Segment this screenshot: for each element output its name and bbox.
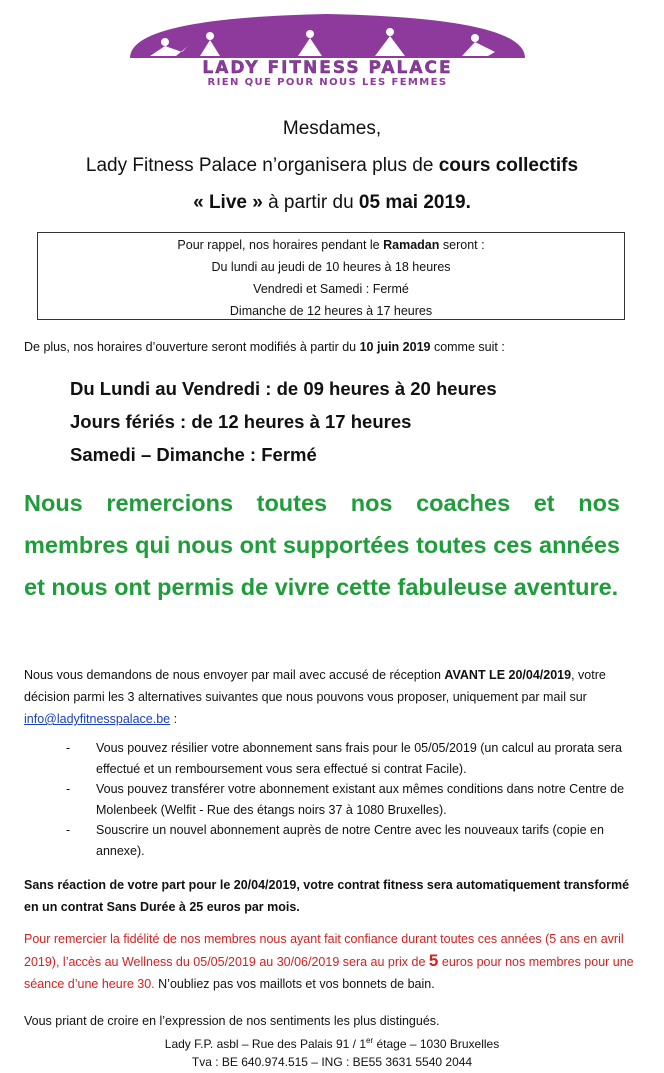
alternatives-list: [66, 738, 626, 861]
intro-line-3: « Live » à partir du 05 mai 2019.: [193, 192, 471, 213]
email-link[interactable]: info@ladyfitnesspalace.be: [24, 712, 171, 726]
wellness-offer: Pour remercier la fidélité de nos membres nous ayant fait confiance durant toutes ces années (5 ans en avril 2019), l’accès au Wellness du 05/05/2019 au 30/06/2019 sera au prix de 5 euros pour nos membres pour une séance d’une heure 30. N’oubliez pas vos maillots et vos bonnets de bain.: [24, 932, 634, 991]
ramadan-hours-box: [37, 232, 625, 320]
intro-block: [0, 110, 664, 221]
rappel-line-4: Dimanche de 12 heures à 17 heures: [229, 304, 433, 318]
footer-address: Lady F.P. asbl – Rue des Palais 91 / 1er étage – 1030 Bruxelles: [164, 1036, 500, 1051]
bullet-dash: -: [66, 782, 71, 796]
brand-name: LADY FITNESS PALACE: [202, 58, 453, 78]
brand-logo: [70, 8, 585, 88]
footer-tax-bank: Tva : BE 640.974.515 – ING : BE55 3631 5540 2044: [191, 1055, 473, 1069]
intro-line-2: Lady Fitness Palace n’organisera plus de cours collectifs: [85, 155, 579, 176]
list-item: - Vous pouvez transférer votre abonnement existant aux mêmes conditions dans notre Centre de Molenbeek (Welfit - Rue des étangs noirs 37 à 1080 Bruxelles).: [66, 779, 626, 820]
thanks-message: Nous remercions toutes nos coaches et nos membres qui nous ont supportées toutes ces années et nous ont permis de vivre cette fabuleuse aventure.: [24, 490, 620, 600]
hours-holidays: Jours fériés : de 12 heures à 17 heures: [70, 411, 412, 432]
footer: [0, 1035, 664, 1071]
no-reaction-text: Sans réaction de votre part pour le 20/04/2019, votre contrat fitness sera automatiquement transformé en un contrat Sans Durée à 25 euros par mois.: [24, 878, 630, 914]
list-item: - Souscrire un nouvel abonnement auprès de notre Centre avec les nouveaux tarifs (copie en annexe).: [66, 820, 626, 861]
hours-weekend: Samedi – Dimanche : Fermé: [70, 444, 317, 465]
wellness-price: 5: [428, 951, 439, 970]
logo-graphic-icon: [70, 8, 585, 60]
rappel-line-2: Du lundi au jeudi de 10 heures à 18 heures: [211, 260, 451, 274]
greeting: Mesdames,: [282, 118, 382, 139]
opening-hours: [70, 372, 497, 471]
rappel-line-1: Pour rappel, nos horaires pendant le Ramadan seront :: [177, 238, 485, 252]
schedule-change-text: De plus, nos horaires d’ouverture seront modifiés à partir du 10 juin 2019 comme suit :: [24, 340, 505, 354]
list-item: - Vous pouvez résilier votre abonnement sans frais pour le 05/05/2019 (un calcul au prorata sera effectué et un remboursement vous sera effectué si contrat Facile).: [66, 738, 626, 779]
brand-tagline: RIEN QUE POUR NOUS LES FEMMES: [207, 77, 448, 88]
request-text: Nous vous demandons de nous envoyer par mail avec accusé de réception AVANT LE 20/04/2019, votre décision parmi les 3 alternatives suivantes que nous pouvons vous proposer, uniquement par mail sur info@ladyfitnesspalace.be :: [24, 668, 606, 726]
hours-weekdays: Du Lundi au Vendredi : de 09 heures à 20 heures: [70, 378, 497, 399]
closing-text: Vous priant de croire en l’expression de nos sentiments les plus distingués.: [24, 1014, 440, 1028]
bullet-dash: -: [66, 823, 71, 837]
bullet-dash: -: [66, 741, 71, 755]
rappel-line-3: Vendredi et Samedi : Fermé: [253, 282, 409, 296]
